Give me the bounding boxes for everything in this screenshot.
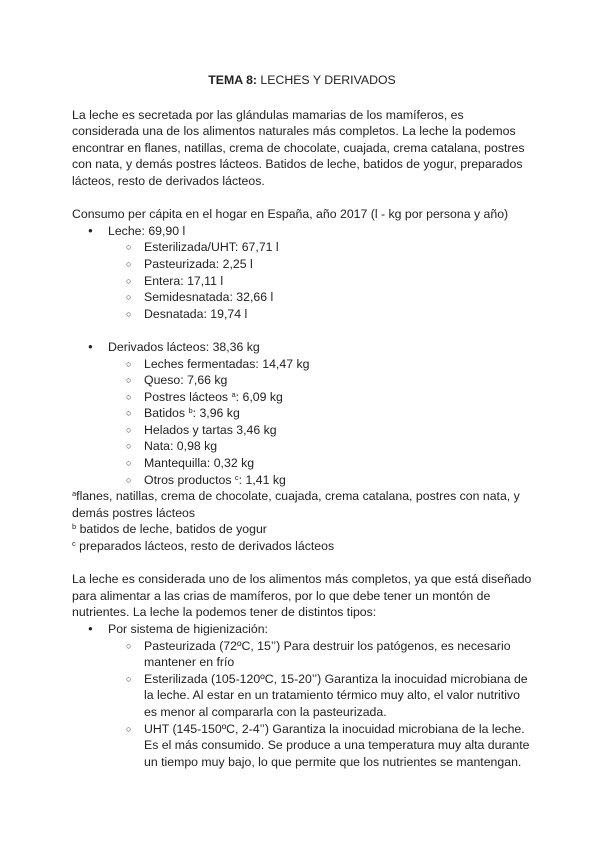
item-text: : 1,41 kg: [238, 472, 286, 487]
footnote-mark: a: [72, 489, 77, 499]
list-item: [72, 472, 532, 489]
footnote-a: [72, 488, 532, 521]
item-text: Postres lácteos: [144, 389, 232, 404]
page-title: [72, 72, 532, 89]
list-item: [72, 389, 532, 406]
list-item: ○ Nata: 0,98 kg: [72, 438, 532, 455]
list-item-higienizacion: [72, 621, 532, 770]
list-item: ○ Esterilizada/UHT: 67,71 l: [72, 239, 532, 256]
item-text: Otros productos: [144, 472, 235, 487]
footnote-c: [72, 538, 532, 555]
list-item: ○ Pasteurizada (72ºC, 15’’) Para destruir los patógenos, es necesario mantener en frío: [72, 638, 532, 671]
list-item-derivados: [72, 339, 532, 488]
footnote-mark: c: [234, 472, 239, 482]
item-text: : 3,96 kg: [192, 406, 240, 421]
higienizacion-label: Por sistema de higienización:: [108, 622, 268, 636]
list-item: ○ Entera: 17,11 l: [72, 273, 532, 290]
intro-paragraph: La leche es secretada por las glándulas mamarias de los mamíferos, es considerada una de los alimentos naturales más completos. La leche la podemos encontrar en flanes, natillas, crema de chocolate, cuajada, crema catalana, postres con nata, y demás postres lácteos. Batidos de leche, batidos de yogur, preparados lácteos, resto de derivados lácteos.: [72, 107, 525, 188]
leche-label: Leche: 69,90 l: [108, 223, 186, 238]
footnote-b: [72, 521, 532, 538]
list-item: ○ Pasteurizada: 2,25 l: [72, 256, 532, 273]
list-item-leche: [72, 223, 532, 323]
derivados-sublist: [72, 356, 532, 489]
footnote-text: preparados lácteos, resto de derivados lácteos: [75, 539, 335, 554]
list-item: [72, 405, 532, 422]
consumo-heading: Consumo per cápita en el hogar en España, año 2017 (l - kg por persona y año): [72, 207, 509, 222]
title-bold: TEMA 8:: [208, 73, 257, 87]
completa-paragraph: La leche es considerada uno de los alimentos más completos, ya que está diseñado para alimentar a las crias de mamíferos, por lo que debe tener un montón de nutrientes. La leche la podemos tener de distintos tipos:: [72, 572, 532, 620]
leche-sublist: [72, 239, 532, 322]
item-text: : 6,09 kg: [235, 389, 283, 404]
footnote-text: batidos de leche, batidos de yogur: [76, 522, 267, 537]
list-item: ○ Esterilizada (105-120ºC, 15-20’’) Garantiza la inocuidad microbiana de la leche. Al estar en un tratamiento térmico muy alto, el valor nutritivo es menor al compararla con la pasteurizada.: [72, 671, 532, 721]
footnote-mark: a: [231, 389, 236, 399]
list-item: ○ Semidesnatada: 32,66 l: [72, 289, 532, 306]
higienizacion-list: [72, 621, 532, 770]
list-item: ○ Desnatada: 19,74 l: [72, 306, 532, 323]
item-text: Batidos: [144, 406, 189, 421]
footnote-mark: b: [188, 406, 193, 416]
higienizacion-sublist: [72, 638, 532, 771]
list-item: ○ Leches fermentadas: 14,47 kg: [72, 356, 532, 373]
footnote-mark: c: [72, 539, 76, 549]
footnote-text: flanes, natillas, crema de chocolate, cuajada, crema catalana, postres con nata, y demás postres lácteos: [72, 489, 520, 520]
list-item: ○ Mantequilla: 0,32 kg: [72, 455, 532, 472]
title-rest: LECHES Y DERIVADOS: [257, 73, 396, 87]
list-item: ○ UHT (145-150ºC, 2-4’’) Garantiza la inocuidad microbiana de la leche. Es el más consumido. Se produce a una temperatura muy alta durante un tiempo muy bajo, lo que permite que los nutrientes se mantengan.: [72, 721, 532, 771]
consumo-list: [72, 223, 532, 323]
derivados-list: [72, 339, 532, 488]
footnote-mark: b: [72, 522, 77, 532]
derivados-label: Derivados lácteos: 38,36 kg: [108, 339, 260, 354]
document-page: [72, 72, 532, 770]
list-item: ○ Helados y tartas 3,46 kg: [72, 422, 532, 439]
list-item: ○ Queso: 7,66 kg: [72, 372, 532, 389]
